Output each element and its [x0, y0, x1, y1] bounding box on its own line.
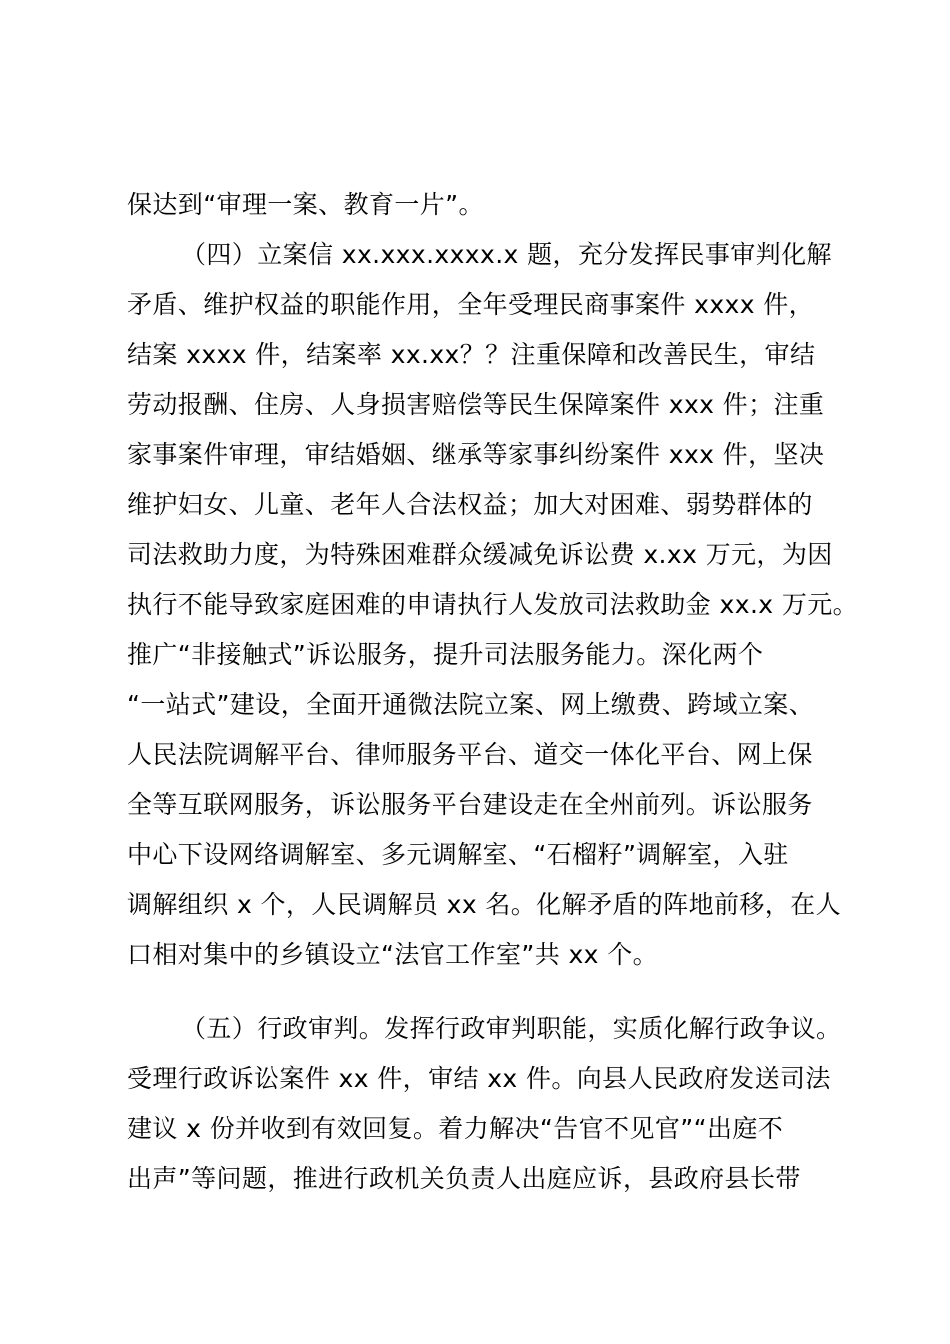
- text-line: 结案 xxxx 件，结案率 xx.xx？？注重保障和改善民生，审结: [127, 340, 816, 369]
- text-line: 人民法院调解平台、律师服务平台、道交一体化平台、网上保: [127, 740, 813, 769]
- text-line: 口相对集中的乡镇设立“法官工作室”共 xx 个。: [127, 940, 658, 969]
- text-line: 推广“非接触式”诉讼服务，提升司法服务能力。深化两个: [127, 640, 764, 669]
- text-line: 矛盾、维护权益的职能作用，全年受理民商事案件 xxxx 件，: [127, 290, 815, 319]
- text-line: 建议 x 份并收到有效回复。着力解决“告官不见官”“出庭不: [127, 1114, 784, 1143]
- text-line: 调解组织 x 个，人民调解员 xx 名。化解矛盾的阵地前移，在人: [127, 890, 841, 919]
- text-line: 司法救助力度，为特殊困难群众缓减免诉讼费 x.xx 万元，为因: [127, 540, 833, 569]
- text-line: 维护妇女、儿童、老年人合法权益；加大对困难、弱势群体的: [127, 490, 813, 519]
- section-5-first-line: （五）行政审判。发挥行政审判职能，实质化解行政争议。: [181, 1014, 842, 1043]
- text-line: 家事案件审理，审结婚姻、继承等家事纠纷案件 xxx 件，坚决: [127, 440, 825, 469]
- text-line: 出声”等问题，推进行政机关负责人出庭应诉，县政府县长带: [127, 1164, 801, 1193]
- text-line: 中心下设网络调解室、多元调解室、“石榴籽”调解室，入驻: [127, 840, 789, 869]
- text-line: 全等互联网服务，诉讼服务平台建设走在全州前列。诉讼服务: [127, 790, 813, 819]
- text-line: 保达到“审理一案、教育一片”。: [127, 190, 484, 219]
- text-line: 执行不能导致家庭困难的申请执行人发放司法救助金 xx.x 万元。: [127, 590, 859, 619]
- text-line: “一站式”建设，全面开通微法院立案、网上缴费、跨域立案、: [127, 690, 815, 719]
- text-line: 劳动报酬、住房、人身损害赔偿等民生保障案件 xxx 件；注重: [127, 390, 825, 419]
- text-line: 受理行政诉讼案件 xx 件，审结 xx 件。向县人民政府发送司法: [127, 1064, 831, 1093]
- section-4-first-line: （四）立案信 xx.xxx.xxxx.x 题，充分发挥民事审判化解: [181, 240, 832, 269]
